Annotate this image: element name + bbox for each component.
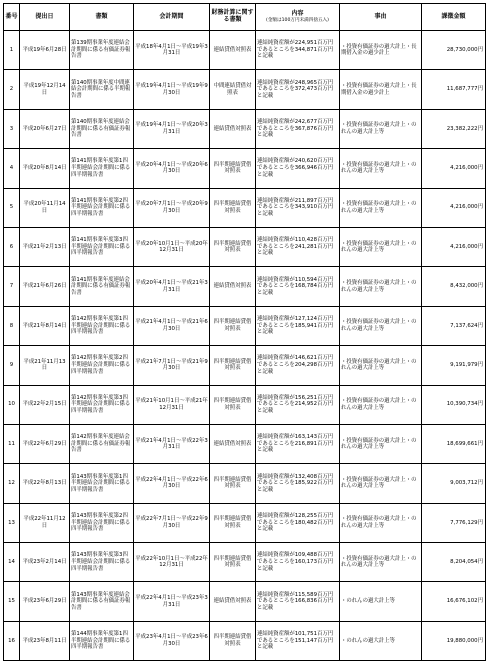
row-number: 3 [4, 109, 20, 148]
misstatement-content: 連結純資産額が110,428百万円であるところを241,281百万円と記載 [256, 227, 340, 266]
row-number: 13 [4, 503, 20, 542]
accounting-period: 平成18年4月1日～平成19年3月31日 [134, 31, 210, 70]
misstatement-content: 連結純資産額が240,620百万円であるところを366,946百万円と記載 [256, 149, 340, 188]
table-row [4, 621, 486, 660]
misstatement-content: 連結純資産額が115,589百万円であるところを166,836百万円と記載 [256, 582, 340, 621]
header-statement: 財務計算に関する書類 [210, 4, 256, 31]
document-name: 第140期事業年度中間連結会計期間に係る半期報告書 [70, 70, 134, 109]
table-row [4, 582, 486, 621]
penalty-amount: 10,390,734円 [422, 385, 486, 424]
document-name: 第141期事業年度第1四半期連結会計期間に係る四半期報告書 [70, 149, 134, 188]
misstatement-reason: ・のれんの過大計上等 [340, 621, 422, 660]
misstatement-reason: ・投資有価証券の過大計上・のれんの過大計上等 [340, 227, 422, 266]
submission-date: 平成23年6月29日 [20, 582, 70, 621]
header-content [256, 4, 340, 31]
header-date: 提出日 [20, 4, 70, 31]
row-number: 14 [4, 543, 20, 582]
financial-statement: 四半期連結貸借対照表 [210, 621, 256, 660]
financial-statement: 連結貸借対照表 [210, 267, 256, 306]
misstatement-reason: ・投資有価証券の過大計上・のれんの過大計上等 [340, 464, 422, 503]
penalty-amount: 11,687,777円 [422, 70, 486, 109]
table-row [4, 346, 486, 385]
accounting-period: 平成22年7月1日～平成22年9月30日 [134, 503, 210, 542]
row-number: 5 [4, 188, 20, 227]
misstatement-content: 連結純資産額が132,408百万円であるところを185,922百万円と記載 [256, 464, 340, 503]
penalty-amount: 19,880,000円 [422, 621, 486, 660]
misstatement-reason: ・投資有価証券の過大計上・のれんの過大計上等 [340, 424, 422, 463]
financial-statement: 連結貸借対照表 [210, 582, 256, 621]
financial-statement: 連結貸借対照表 [210, 424, 256, 463]
accounting-period: 平成21年10月1日～平成21年12月31日 [134, 385, 210, 424]
header-content-note: (金額は100万円未満四捨五入) [266, 17, 329, 23]
document-name: 第142期事業年度第3四半期連結会計期間に係る四半期報告書 [70, 385, 134, 424]
document-name: 第142期事業年度連結会計期間に係る有価証券報告書 [70, 424, 134, 463]
submission-date: 平成19年6月28日 [20, 31, 70, 70]
penalty-amount: 8,432,000円 [422, 267, 486, 306]
submission-date: 平成20年6月27日 [20, 109, 70, 148]
row-number: 12 [4, 464, 20, 503]
document-name: 第139期事業年度連結会計期間に係る有価証券報告書 [70, 31, 134, 70]
document-name: 第143期事業年度第1四半期連結会計期間に係る四半期報告書 [70, 464, 134, 503]
submission-date: 平成19年12月14日 [20, 70, 70, 109]
financial-statement: 四半期連結貸借対照表 [210, 306, 256, 345]
table-row [4, 267, 486, 306]
table-row [4, 31, 486, 70]
accounting-period: 平成19年4月1日～平成20年3月31日 [134, 109, 210, 148]
document-name: 第143期事業年度第3四半期連結会計期間に係る四半期報告書 [70, 543, 134, 582]
misstatement-reason: ・投資有価証券の過大計上・長期借入金の過少計上 [340, 31, 422, 70]
misstatement-content: 連結純資産額が163,143百万円であるところを216,891百万円と記載 [256, 424, 340, 463]
misstatement-content: 連結純資産額が146,621百万円であるところを204,298百万円と記載 [256, 346, 340, 385]
submission-date: 平成22年8月13日 [20, 464, 70, 503]
submission-date: 平成22年11月12日 [20, 503, 70, 542]
accounting-period: 平成23年4月1日～平成23年6月30日 [134, 621, 210, 660]
misstatement-reason: ・投資有価証券の過大計上・のれんの過大計上等 [340, 306, 422, 345]
row-number: 15 [4, 582, 20, 621]
accounting-period: 平成21年4月1日～平成21年6月30日 [134, 306, 210, 345]
misstatement-reason: ・投資有価証券の過大計上・のれんの過大計上等 [340, 503, 422, 542]
financial-statement: 四半期連結貸借対照表 [210, 149, 256, 188]
row-number: 9 [4, 346, 20, 385]
row-number: 2 [4, 70, 20, 109]
table-row [4, 385, 486, 424]
table-row [4, 109, 486, 148]
misstatement-content: 連結純資産額が128,255百万円であるところを180,482百万円と記載 [256, 503, 340, 542]
row-number: 11 [4, 424, 20, 463]
misstatement-reason: ・のれんの過大計上等 [340, 582, 422, 621]
misstatement-reason: ・投資有価証券の過大計上・のれんの過大計上等 [340, 385, 422, 424]
submission-date: 平成22年2月15日 [20, 385, 70, 424]
misstatement-content: 連結純資産額が127,124百万円であるところを185,941百万円と記載 [256, 306, 340, 345]
submission-date: 平成21年2月13日 [20, 227, 70, 266]
accounting-period: 平成19年4月1日～平成19年9月30日 [134, 70, 210, 109]
submission-date: 平成20年11月14日 [20, 188, 70, 227]
penalty-amount: 18,699,661円 [422, 424, 486, 463]
misstatement-content: 連結純資産額が242,677百万円であるところを367,876百万円と記載 [256, 109, 340, 148]
submission-date: 平成23年8月11日 [20, 621, 70, 660]
penalty-amount: 16,676,102円 [422, 582, 486, 621]
table-header-row [4, 4, 486, 31]
submission-date: 平成20年8月14日 [20, 149, 70, 188]
misstatement-reason: ・投資有価証券の過大計上・のれんの過大計上等 [340, 109, 422, 148]
table-row [4, 424, 486, 463]
accounting-period: 平成20年4月1日～平成21年3月31日 [134, 267, 210, 306]
financial-statement: 四半期連結貸借対照表 [210, 227, 256, 266]
misstatement-content: 連結純資産額が109,488百万円であるところを160,173百万円と記載 [256, 543, 340, 582]
table-row [4, 149, 486, 188]
accounting-period: 平成22年4月1日～平成23年3月31日 [134, 582, 210, 621]
row-number: 6 [4, 227, 20, 266]
submission-date: 平成23年2月14日 [20, 543, 70, 582]
penalty-amount: 28,730,000円 [422, 31, 486, 70]
misstatement-content: 連結純資産額が224,951百万円であるところを344,871百万円と記載 [256, 31, 340, 70]
header-period: 会計期間 [134, 4, 210, 31]
penalty-amount: 23,382,222円 [422, 109, 486, 148]
misstatement-content: 連結純資産額が156,251百万円であるところを214,952百万円と記載 [256, 385, 340, 424]
document-name: 第140期事業年度連結会計期間に係る有価証券報告書 [70, 109, 134, 148]
table-row [4, 227, 486, 266]
financial-statement: 四半期連結貸借対照表 [210, 188, 256, 227]
penalty-amount: 9,191,979円 [422, 346, 486, 385]
table-row [4, 306, 486, 345]
header-no: 番号 [4, 4, 20, 31]
accounting-period: 平成20年7月1日～平成20年9月30日 [134, 188, 210, 227]
accounting-period: 平成20年10月1日～平成20年12月31日 [134, 227, 210, 266]
document-name: 第141期事業年度連結会計期間に係る有価証券報告書 [70, 267, 134, 306]
document-name: 第143期事業年度第2四半期連結会計期間に係る四半期報告書 [70, 503, 134, 542]
accounting-period: 平成22年10月1日～平成22年12月31日 [134, 543, 210, 582]
document-name: 第143期事業年度連結会計期間に係る有価証券報告書 [70, 582, 134, 621]
table-row [4, 70, 486, 109]
accounting-period: 平成21年7月1日～平成21年9月30日 [134, 346, 210, 385]
submission-date: 平成21年6月26日 [20, 267, 70, 306]
header-document: 書類 [70, 4, 134, 31]
header-reason: 事由 [340, 4, 422, 31]
table-row [4, 188, 486, 227]
financial-statement: 四半期連結貸借対照表 [210, 464, 256, 503]
penalty-amount: 4,216,000円 [422, 149, 486, 188]
table-row [4, 464, 486, 503]
misstatement-reason: ・投資有価証券の過大計上・長期借入金の過少計上 [340, 70, 422, 109]
document-name: 第141期事業年度第3四半期連結会計期間に係る四半期報告書 [70, 227, 134, 266]
accounting-period: 平成21年4月1日～平成22年3月31日 [134, 424, 210, 463]
financial-statement: 中間連結貸借対照表 [210, 70, 256, 109]
row-number: 1 [4, 31, 20, 70]
misstatement-reason: ・投資有価証券の過大計上・のれんの過大計上等 [340, 149, 422, 188]
row-number: 8 [4, 306, 20, 345]
document-name: 第142期事業年度第1四半期連結会計期間に係る四半期報告書 [70, 306, 134, 345]
misstatement-reason: ・投資有価証券の過大計上・のれんの過大計上等 [340, 346, 422, 385]
document-name: 第141期事業年度第2四半期連結会計期間に係る四半期報告書 [70, 188, 134, 227]
penalty-amount: 7,776,129円 [422, 503, 486, 542]
misstatement-reason: ・投資有価証券の過大計上・のれんの過大計上等 [340, 267, 422, 306]
penalty-amount: 4,216,000円 [422, 188, 486, 227]
penalty-amount: 4,216,000円 [422, 227, 486, 266]
misstatement-reason: ・投資有価証券の過大計上・のれんの過大計上等 [340, 543, 422, 582]
accounting-period: 平成22年4月1日～平成22年6月30日 [134, 464, 210, 503]
penalty-table [3, 3, 486, 661]
header-content-label: 内容 [291, 9, 304, 17]
row-number: 7 [4, 267, 20, 306]
financial-statement: 四半期連結貸借対照表 [210, 385, 256, 424]
submission-date: 平成22年6月29日 [20, 424, 70, 463]
table-row [4, 543, 486, 582]
accounting-period: 平成20年4月1日～平成20年6月30日 [134, 149, 210, 188]
penalty-amount: 7,137,624円 [422, 306, 486, 345]
header-amount: 課徴金額 [422, 4, 486, 31]
misstatement-content: 連結純資産額が248,965百万円であるところを372,473百万円と記載 [256, 70, 340, 109]
submission-date: 平成21年11月13日 [20, 346, 70, 385]
document-name: 第144期事業年度第1四半期連結会計期間に係る四半期報告書 [70, 621, 134, 660]
document-name: 第142期事業年度第2四半期連結会計期間に係る四半期報告書 [70, 346, 134, 385]
misstatement-content: 連結純資産額が101,751百万円であるところを151,147百万円と記載 [256, 621, 340, 660]
row-number: 4 [4, 149, 20, 188]
penalty-amount: 9,003,712円 [422, 464, 486, 503]
misstatement-content: 連結純資産額が211,897百万円であるところを343,910百万円と記載 [256, 188, 340, 227]
row-number: 10 [4, 385, 20, 424]
financial-statement: 四半期連結貸借対照表 [210, 543, 256, 582]
submission-date: 平成21年8月14日 [20, 306, 70, 345]
financial-statement: 連結貸借対照表 [210, 31, 256, 70]
misstatement-reason: ・投資有価証券の過大計上・のれんの過大計上等 [340, 188, 422, 227]
financial-statement: 四半期連結貸借対照表 [210, 346, 256, 385]
financial-statement: 四半期連結貸借対照表 [210, 503, 256, 542]
penalty-amount: 8,204,054円 [422, 543, 486, 582]
misstatement-content: 連結純資産額が110,594百万円であるところを168,784百万円と記載 [256, 267, 340, 306]
table-row [4, 503, 486, 542]
row-number: 16 [4, 621, 20, 660]
financial-statement: 連結貸借対照表 [210, 109, 256, 148]
